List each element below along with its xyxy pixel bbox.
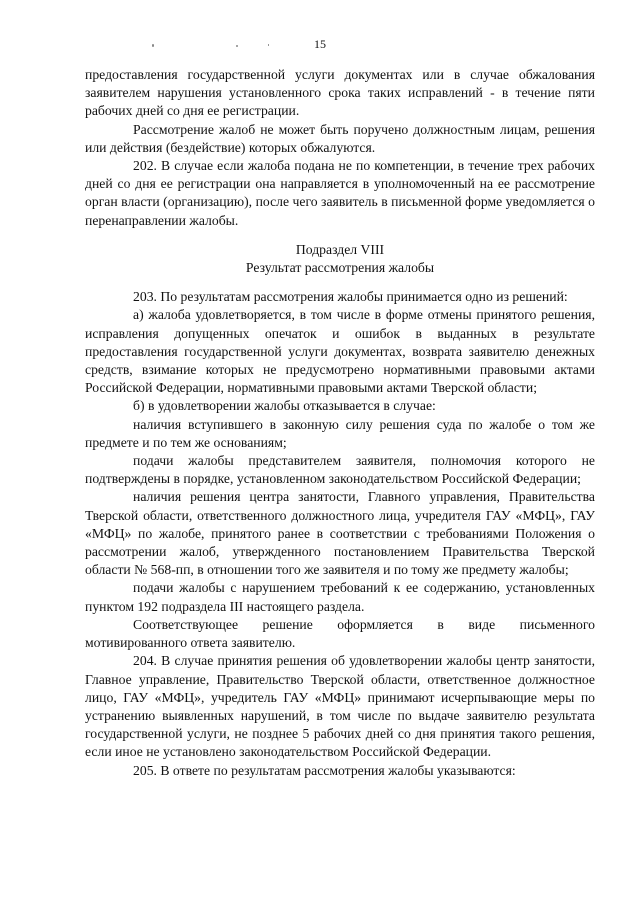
subsection-number: Подраздел VIII bbox=[295, 241, 385, 257]
paragraph: Рассмотрение жалоб не может быть поручено должностным лицам, решения или действия (бездействие) которых обжалуются. bbox=[85, 121, 595, 155]
paragraph: б) в удовлетворении жалобы отказывается в случае: bbox=[133, 398, 436, 414]
subsection-title: Результат рассмотрения жалобы bbox=[245, 260, 435, 276]
paragraph: 203. По результатам рассмотрения жалобы принимается одно из решений: bbox=[133, 289, 568, 305]
page-number: 15 bbox=[314, 37, 326, 51]
paragraph: предоставления государственной услуги документах или в случае обжалования заявителем нарушения установленного срока таких исправлений - в течение пяти рабочих дней со дня ее регистрации. bbox=[85, 67, 595, 119]
paragraph: 202. В случае если жалоба подана не по компетенции, в течение трех рабочих дней со дня ее регистрации она направляется в уполномоченный на ее рассмотрение орган власти (организацию), после чего заявитель в письменной форме уведомляется о перенаправлении жалобы. bbox=[85, 158, 595, 228]
paragraph: наличия решения центра занятости, Главного управления, Правительства Тверской области, ответственного должностного лица, учредителя ГАУ «МФЦ», ГАУ «МФЦ» по жалобе, принятого ранее в соответствии с требованиями Положения о рассмотрении жалоб, утвержденного постановлением Правительства Тверской области № 568-пп, в отношении того же заявителя и по тому же предмету жалобы; bbox=[85, 489, 595, 578]
paragraph: 205. В ответе по результатам рассмотрения жалобы указываются: bbox=[133, 762, 516, 778]
paragraph: 204. В случае принятия решения об удовлетворении жалобы центр занятости, Главное управление, Правительство Тверской области, ответственное должностное лицо, ГАУ «МФЦ», учредитель ГАУ «МФЦ» принимают исчерпывающие меры по устранению выявленных нарушений, в том числе по выдаче заявителю результата государственной услуги, не позднее 5 рабочих дней со дня принятия такого решения, если иное не установлено законодательством Российской Федерации. bbox=[85, 653, 595, 760]
document-body bbox=[85, 66, 595, 780]
paragraph: наличия вступившего в законную силу решения суда по жалобе о том же предмете и по тем же основаниям; bbox=[85, 416, 595, 450]
paragraph: а) жалоба удовлетворяется, в том числе в форме отмены принятого решения, исправления допущенных опечаток и ошибок в выданных в результате предоставления государственной услуги документах, возврата заявителю денежных средств, взимание которых не предусмотрено нормативными правовыми актами Российской Федерации, нормативными правовыми актами Тверской области; bbox=[85, 307, 595, 396]
paragraph: подачи жалобы представителем заявителя, полномочия которого не подтверждены в порядке, установленном законодательством Российской Федерации; bbox=[85, 453, 595, 487]
paragraph: Соответствующее решение оформляется в виде письменного мотивированного ответа заявителю. bbox=[85, 616, 595, 651]
paragraph: подачи жалобы с нарушением требований к ее содержанию, установленных пунктом 192 подраздела III настоящего раздела. bbox=[85, 580, 595, 614]
